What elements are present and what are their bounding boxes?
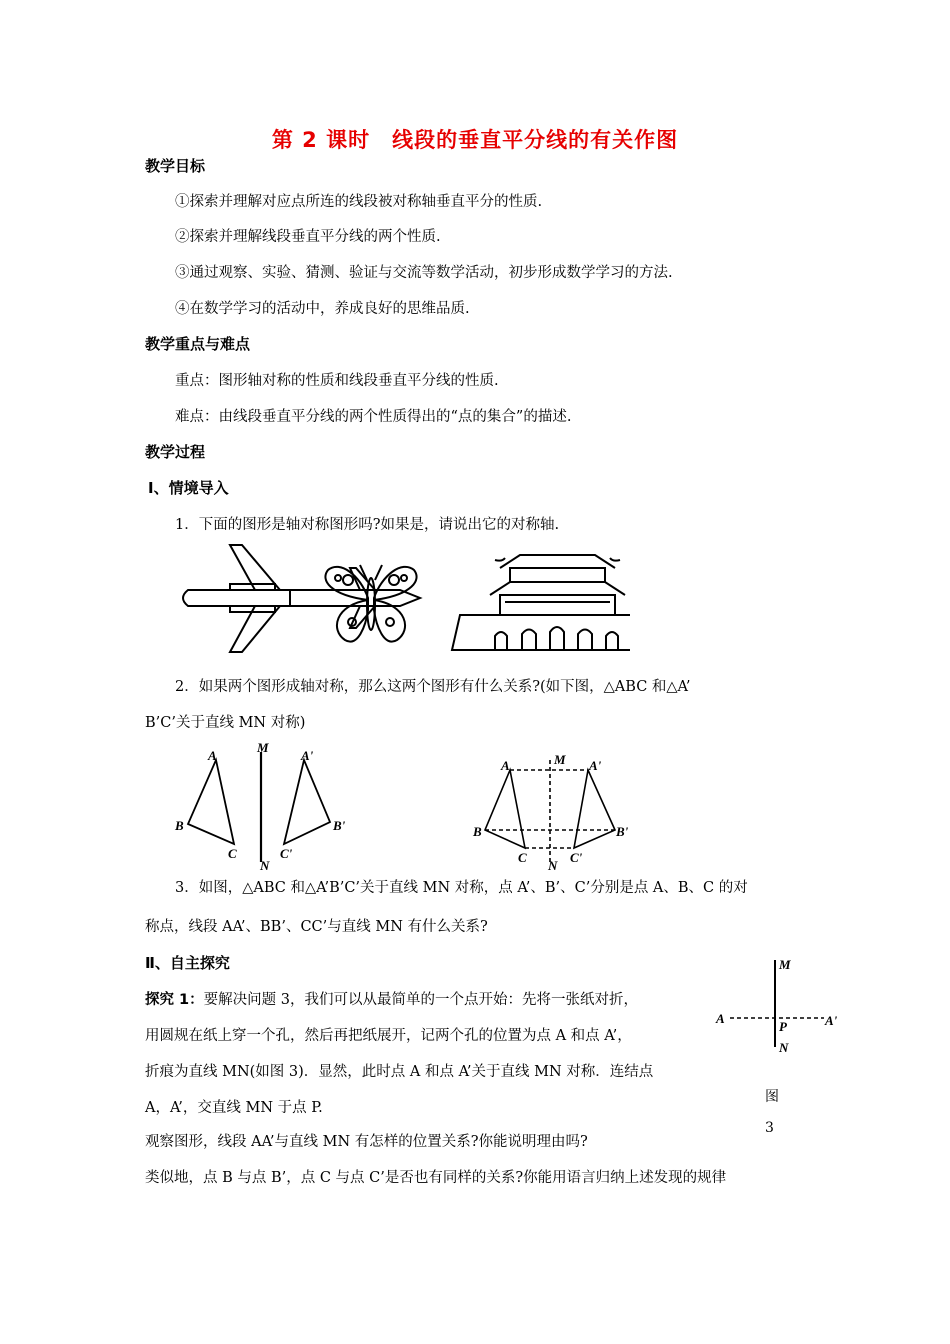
goal-1: ①探索并理解对应点所连的线段被对称轴垂直平分的性质. [175, 194, 543, 210]
question-3-line-2: 称点，线段 AA’、BB’、CC’与直线 MN 有什么关系? [145, 919, 488, 935]
part2-heading: Ⅱ、自主探究 [145, 954, 230, 972]
label-a: A [208, 748, 217, 763]
label-b: B [473, 824, 482, 839]
difficulty: 难点：由线段垂直平分线的两个性质得出的“点的集合”的描述. [175, 409, 572, 425]
label-b: B [175, 818, 184, 833]
key-point: 重点：图形轴对称的性质和线段垂直平分线的性质. [175, 373, 499, 389]
symmetry-figures [170, 540, 630, 660]
question-3-line-1: 3．如图，△ABC 和△A’B’C’关于直线 MN 对称，点 A’、B’、C’分别是点 A、B、C 的对 [175, 880, 748, 896]
part1-heading: Ⅰ、情境导入 [148, 479, 229, 497]
goal-2: ②探索并理解线段垂直平分线的两个性质. [175, 229, 441, 245]
label-n: N [260, 858, 270, 873]
page-title: 第 2 课时 线段的垂直平分线的有关作图 [271, 128, 679, 152]
key-heading: 教学重点与难点 [145, 335, 251, 353]
label-c: C [518, 850, 527, 865]
label-a-prime: A' [589, 758, 602, 773]
goals-heading: 教学目标 [145, 157, 206, 175]
label-n: N [548, 858, 558, 873]
explore-line-1 [145, 988, 638, 1009]
goal-3: ③通过观察、实验、猜测、验证与交流等数学活动，初步形成数学学习的方法. [175, 265, 673, 281]
label-a-prime: A' [825, 1013, 838, 1028]
triangle-abc [188, 760, 234, 844]
explore-line-4: A，A’，交直线 MN 于点 P. [145, 1100, 323, 1116]
label-a-prime: A' [301, 748, 314, 763]
question-2-line-1: 2．如果两个图形成轴对称，那么这两个图形有什么关系?(如下图，△ABC 和△A’ [175, 679, 691, 695]
triangle-abc-prime [284, 760, 330, 844]
label-b-prime: B' [333, 818, 346, 833]
label-b-prime: B' [616, 824, 629, 839]
figure-3-caption-2: 3 [765, 1120, 774, 1136]
figure-3 [712, 955, 847, 1055]
explore-line-5: 观察图形，线段 AA’与直线 MN 有怎样的位置关系?你能说明理由吗? [145, 1134, 588, 1150]
explore-line-2: 用圆规在纸上穿一个孔，然后再把纸展开，记两个孔的位置为点 A 和点 A’， [145, 1028, 632, 1044]
explore-text-1: 要解决问题 3，我们可以从最简单的一个点开始：先将一张纸对折， [203, 992, 638, 1008]
process-heading: 教学过程 [145, 443, 206, 461]
explore-line-6: 类似地，点 B 与点 B’，点 C 与点 C’是否也有同样的关系?你能用语言归纳上述发现的规律 [145, 1170, 727, 1186]
question-2-line-2: B’C’关于直线 MN 对称) [145, 715, 306, 731]
explore-line-3: 折痕为直线 MN(如图 3)．显然，此时点 A 和点 A’关于直线 MN 对称．连结点 [145, 1064, 654, 1080]
label-c-prime: C' [280, 846, 293, 861]
label-m: M [257, 740, 269, 755]
label-c-prime: C' [570, 850, 583, 865]
label-a: A [716, 1011, 725, 1026]
label-a: A [501, 758, 510, 773]
explore-label: 探究 1： [145, 992, 204, 1008]
figure-3-caption-1: 图 [765, 1089, 779, 1105]
tiananmen-figure [452, 555, 630, 650]
question-1: 1．下面的图形是轴对称图形吗?如果是，请说出它的对称轴. [175, 517, 560, 533]
triangles-figure-left [170, 740, 360, 875]
label-p: P [779, 1019, 787, 1034]
label-m: M [779, 957, 791, 972]
label-n: N [779, 1040, 789, 1055]
label-m: M [554, 752, 566, 767]
label-c: C [228, 846, 237, 861]
triangles-figure-right [470, 750, 640, 875]
goal-4: ④在数学学习的活动中，养成良好的思维品质. [175, 301, 470, 317]
butterfly-figure [325, 565, 416, 642]
